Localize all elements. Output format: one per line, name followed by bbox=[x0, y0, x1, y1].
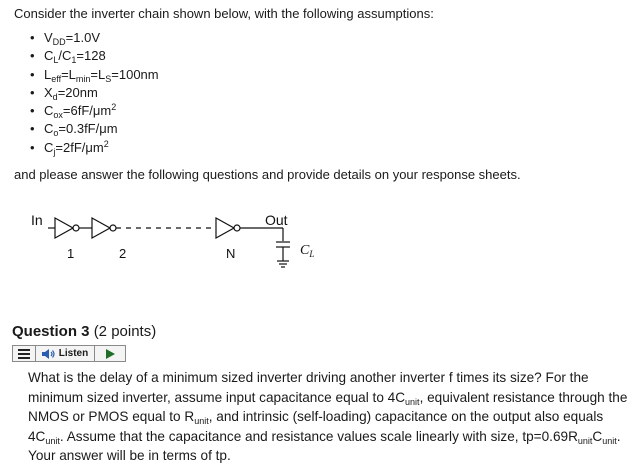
assumption-list bbox=[30, 29, 159, 157]
question-title: Question 3 (2 points) bbox=[12, 323, 157, 340]
menu-icon bbox=[18, 349, 30, 359]
listen-label: Listen bbox=[58, 348, 89, 359]
inverter-chain-diagram bbox=[0, 205, 340, 280]
intro-text: Consider the inverter chain shown below, with the following assumptions: bbox=[14, 6, 434, 21]
question-text: What is the delay of a minimum sized inverter driving another inverter f times its size? For the minimum sized inverter, assume input capacitance equal to $4C_{unit}$, equivalent resistance through the NMOS or PMOS equal to $R_{unit}$, and intrinsic (self-loading) capacitance on the output also equals $4C_{unit}$. Assume that the capacitance and resistance values scale linearly with size, $tp=0.69R_{unit}C_{unit}$. Your answer will be in terms of tp. bbox=[28, 370, 628, 463]
stage-label-2: 2 bbox=[119, 246, 127, 261]
assumption-vdd: • $V_{DD}=1.0V$ bbox=[30, 29, 159, 47]
play-button[interactable] bbox=[95, 345, 126, 362]
assumption-cox: • $C_{ox}=6fF/\mu m^2$ bbox=[30, 102, 159, 120]
assumption-cl-ratio: • $C_L/C_1=128$ bbox=[30, 47, 159, 65]
stage-label-n: N bbox=[226, 246, 236, 261]
assumption-co: • $C_o=0.3fF/\mu m$ bbox=[30, 120, 159, 138]
inverter-2 bbox=[92, 218, 110, 238]
inverter-1-bubble bbox=[73, 225, 79, 231]
listen-toolbar bbox=[12, 345, 126, 362]
inverter-n-bubble bbox=[234, 225, 240, 231]
inverter-2-bubble bbox=[110, 225, 116, 231]
assumption-xd: • $X_d=20nm$ bbox=[30, 84, 159, 102]
out-label: Out bbox=[265, 212, 288, 228]
listen-button[interactable] bbox=[36, 345, 95, 362]
listen-menu-button[interactable] bbox=[12, 345, 36, 362]
in-label: In bbox=[31, 212, 43, 228]
load-cap-label: $C_L$ bbox=[300, 243, 315, 259]
assumption-length: • $L_{eff}=L_{min}=L_S=100nm$ bbox=[30, 66, 159, 84]
play-icon bbox=[106, 349, 115, 359]
instructions-text: and please answer the following questions and provide details on your response sheets. bbox=[14, 167, 521, 182]
assumption-cj: • $C_j=2fF/\mu m^2$ bbox=[30, 139, 159, 157]
inverter-n bbox=[216, 218, 234, 238]
inverter-1 bbox=[55, 218, 73, 238]
stage-label-1: 1 bbox=[67, 246, 75, 261]
speaker-icon bbox=[42, 349, 56, 359]
